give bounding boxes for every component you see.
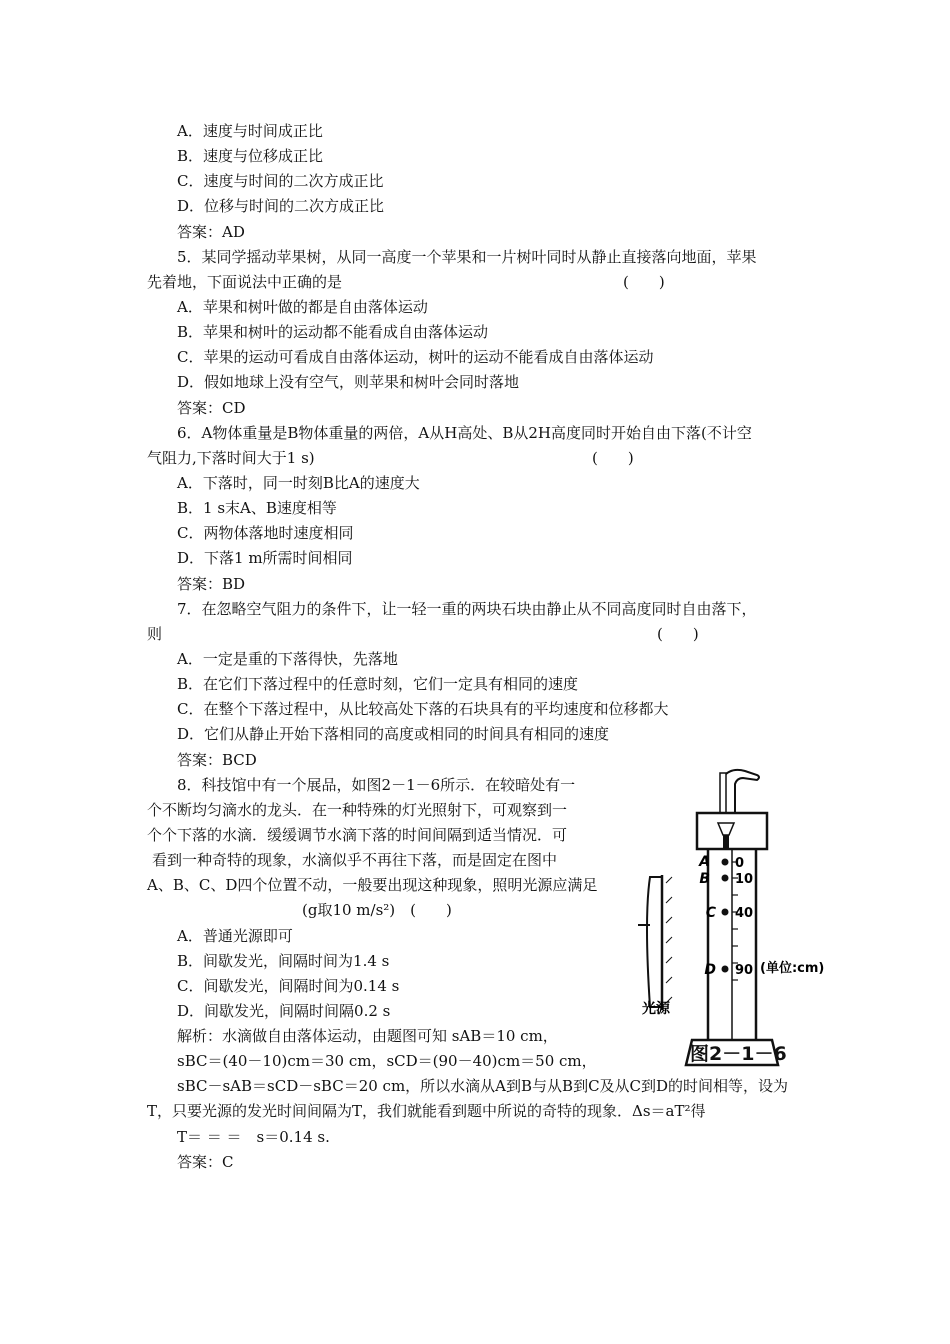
q7-option-b: B．在它们下落过程中的任意时刻，它们一定具有相同的速度	[177, 675, 579, 693]
q7-option-d: D．它们从静止开始下落相同的高度或相同的时间具有相同的速度	[177, 725, 610, 743]
q5-option-b: B．苹果和树叶的运动都不能看成自由落体运动	[177, 323, 489, 341]
q8-analysis-line5: T＝ ＝ ＝ s＝0.14 s.	[177, 1128, 330, 1146]
faucet-icon	[723, 770, 759, 814]
scale-90: 90	[735, 963, 754, 978]
q6-answer: 答案：BD	[177, 575, 246, 593]
q8-stem-line5: A、B、C、D四个位置不动，一般要出现这种现象，照明光源应满足	[147, 876, 598, 894]
q6-answer-paren: ( )	[592, 449, 634, 467]
drop-b	[722, 875, 729, 882]
q6-option-b: B．1 s末A、B速度相等	[177, 499, 337, 517]
q7-stem-line2: 则	[147, 625, 163, 643]
q8-option-a: A．普通光源即可	[177, 927, 293, 945]
scale-0: 0	[735, 856, 745, 871]
q6-option-d: D．下落1 m所需时间相同	[177, 549, 353, 567]
q6-option-c: C．两物体落地时速度相同	[177, 524, 354, 542]
q8-option-b: B．间歇发光，间隔时间为1.4 s	[177, 952, 390, 970]
q8-analysis-line1: 解析：水滴做自由落体运动，由题图可知 sAB＝10 cm，	[177, 1027, 558, 1045]
q5-stem-line1: 5．某同学摇动苹果树，从同一高度一个苹果和一片树叶同时从静止直接落向地面，苹果	[177, 248, 757, 266]
q8-stem-line4: 看到一种奇特的现象，水滴似乎不再往下落，而是固定在图中	[152, 851, 558, 869]
q5-stem-line2: 先着地，下面说法中正确的是	[147, 273, 343, 291]
q8-stem-line3: 个个下落的水滴．缓缓调节水滴下落的时间间隔到适当情况．可	[147, 826, 568, 844]
drop-c	[722, 909, 729, 916]
label-d: D	[704, 962, 716, 978]
label-c: C	[705, 905, 716, 921]
q4-option-b: B．速度与位移成正比	[177, 147, 324, 165]
q8-analysis-line3: sBC－sAB＝sCD－sBC＝20 cm，所以水滴从A到B与从B到C及从C到D的时间相等，设为	[177, 1077, 789, 1095]
q8-condition: (g取10 m/s²) ( )	[302, 901, 452, 919]
q5-answer: 答案：CD	[177, 399, 246, 417]
q8-stem-line2: 个不断均匀滴水的龙头．在一种特殊的灯光照射下，可观察到一	[147, 801, 568, 819]
light-source-icon	[647, 877, 662, 1007]
q5-option-c: C．苹果的运动可看成自由落体运动，树叶的运动不能看成自由落体运动	[177, 348, 654, 366]
q5-option-a: A．苹果和树叶做的都是自由落体运动	[177, 298, 428, 316]
q4-answer: 答案：AD	[177, 223, 245, 241]
q6-option-a: A．下落时，同一时刻B比A的速度大	[177, 474, 420, 492]
q4-option-d: D．位移与时间的二次方成正比	[177, 197, 385, 215]
q7-option-c: C．在整个下落过程中，从比较高处下落的石块具有的平均速度和位移都大	[177, 700, 669, 718]
q4-option-a: A．速度与时间成正比	[177, 122, 323, 140]
drop-a	[722, 859, 729, 866]
q8-answer: 答案：C	[177, 1153, 234, 1171]
scale-10: 10	[735, 872, 754, 887]
q4-option-c: C．速度与时间的二次方成正比	[177, 172, 384, 190]
label-b: B	[699, 871, 710, 887]
q7-option-a: A．一定是重的下落得快，先落地	[177, 650, 398, 668]
drop-d	[722, 966, 729, 973]
q8-stem-line1: 8．科技馆中有一个展品，如图2－1－6所示．在较暗处有一	[177, 776, 576, 794]
q5-option-d: D．假如地球上没有空气，则苹果和树叶会同时落地	[177, 373, 520, 391]
q8-analysis-line4: T，只要光源的发光时间间隔为T，我们就能看到题中所说的奇特的现象．Δs＝aT²得	[147, 1102, 706, 1120]
label-a: A	[699, 854, 710, 870]
light-source-label: 光源	[642, 1001, 670, 1017]
q8-analysis-line2: sBC＝(40－10)cm＝30 cm，sCD＝(90－40)cm＝50 cm，	[177, 1052, 597, 1070]
q5-answer-paren: ( )	[623, 273, 665, 291]
q7-stem-line1: 7．在忽略空气阻力的条件下，让一轻一重的两块石块由静止从不同高度同时自由落下，	[177, 600, 757, 618]
figure-caption: 图2－1－6	[690, 1043, 787, 1065]
scale-40: 40	[735, 906, 754, 921]
q7-answer: 答案：BCD	[177, 751, 257, 769]
figure-water-drip-apparatus	[620, 765, 850, 1075]
q6-stem-line1: 6．A物体重量是B物体重量的两倍，A从H高处、B从2H高度同时开始自由下落(不计空	[177, 424, 752, 442]
q8-option-d: D．间歇发光，间隔时间隔0.2 s	[177, 1002, 391, 1020]
q8-option-c: C．间歇发光，间隔时间为0.14 s	[177, 977, 400, 995]
top-housing	[697, 813, 767, 849]
unit-label: (单位:cm)	[760, 961, 825, 976]
q6-stem-line2: 气阻力,下落时间大于1 s)	[147, 449, 315, 467]
q7-answer-paren: ( )	[657, 625, 699, 643]
